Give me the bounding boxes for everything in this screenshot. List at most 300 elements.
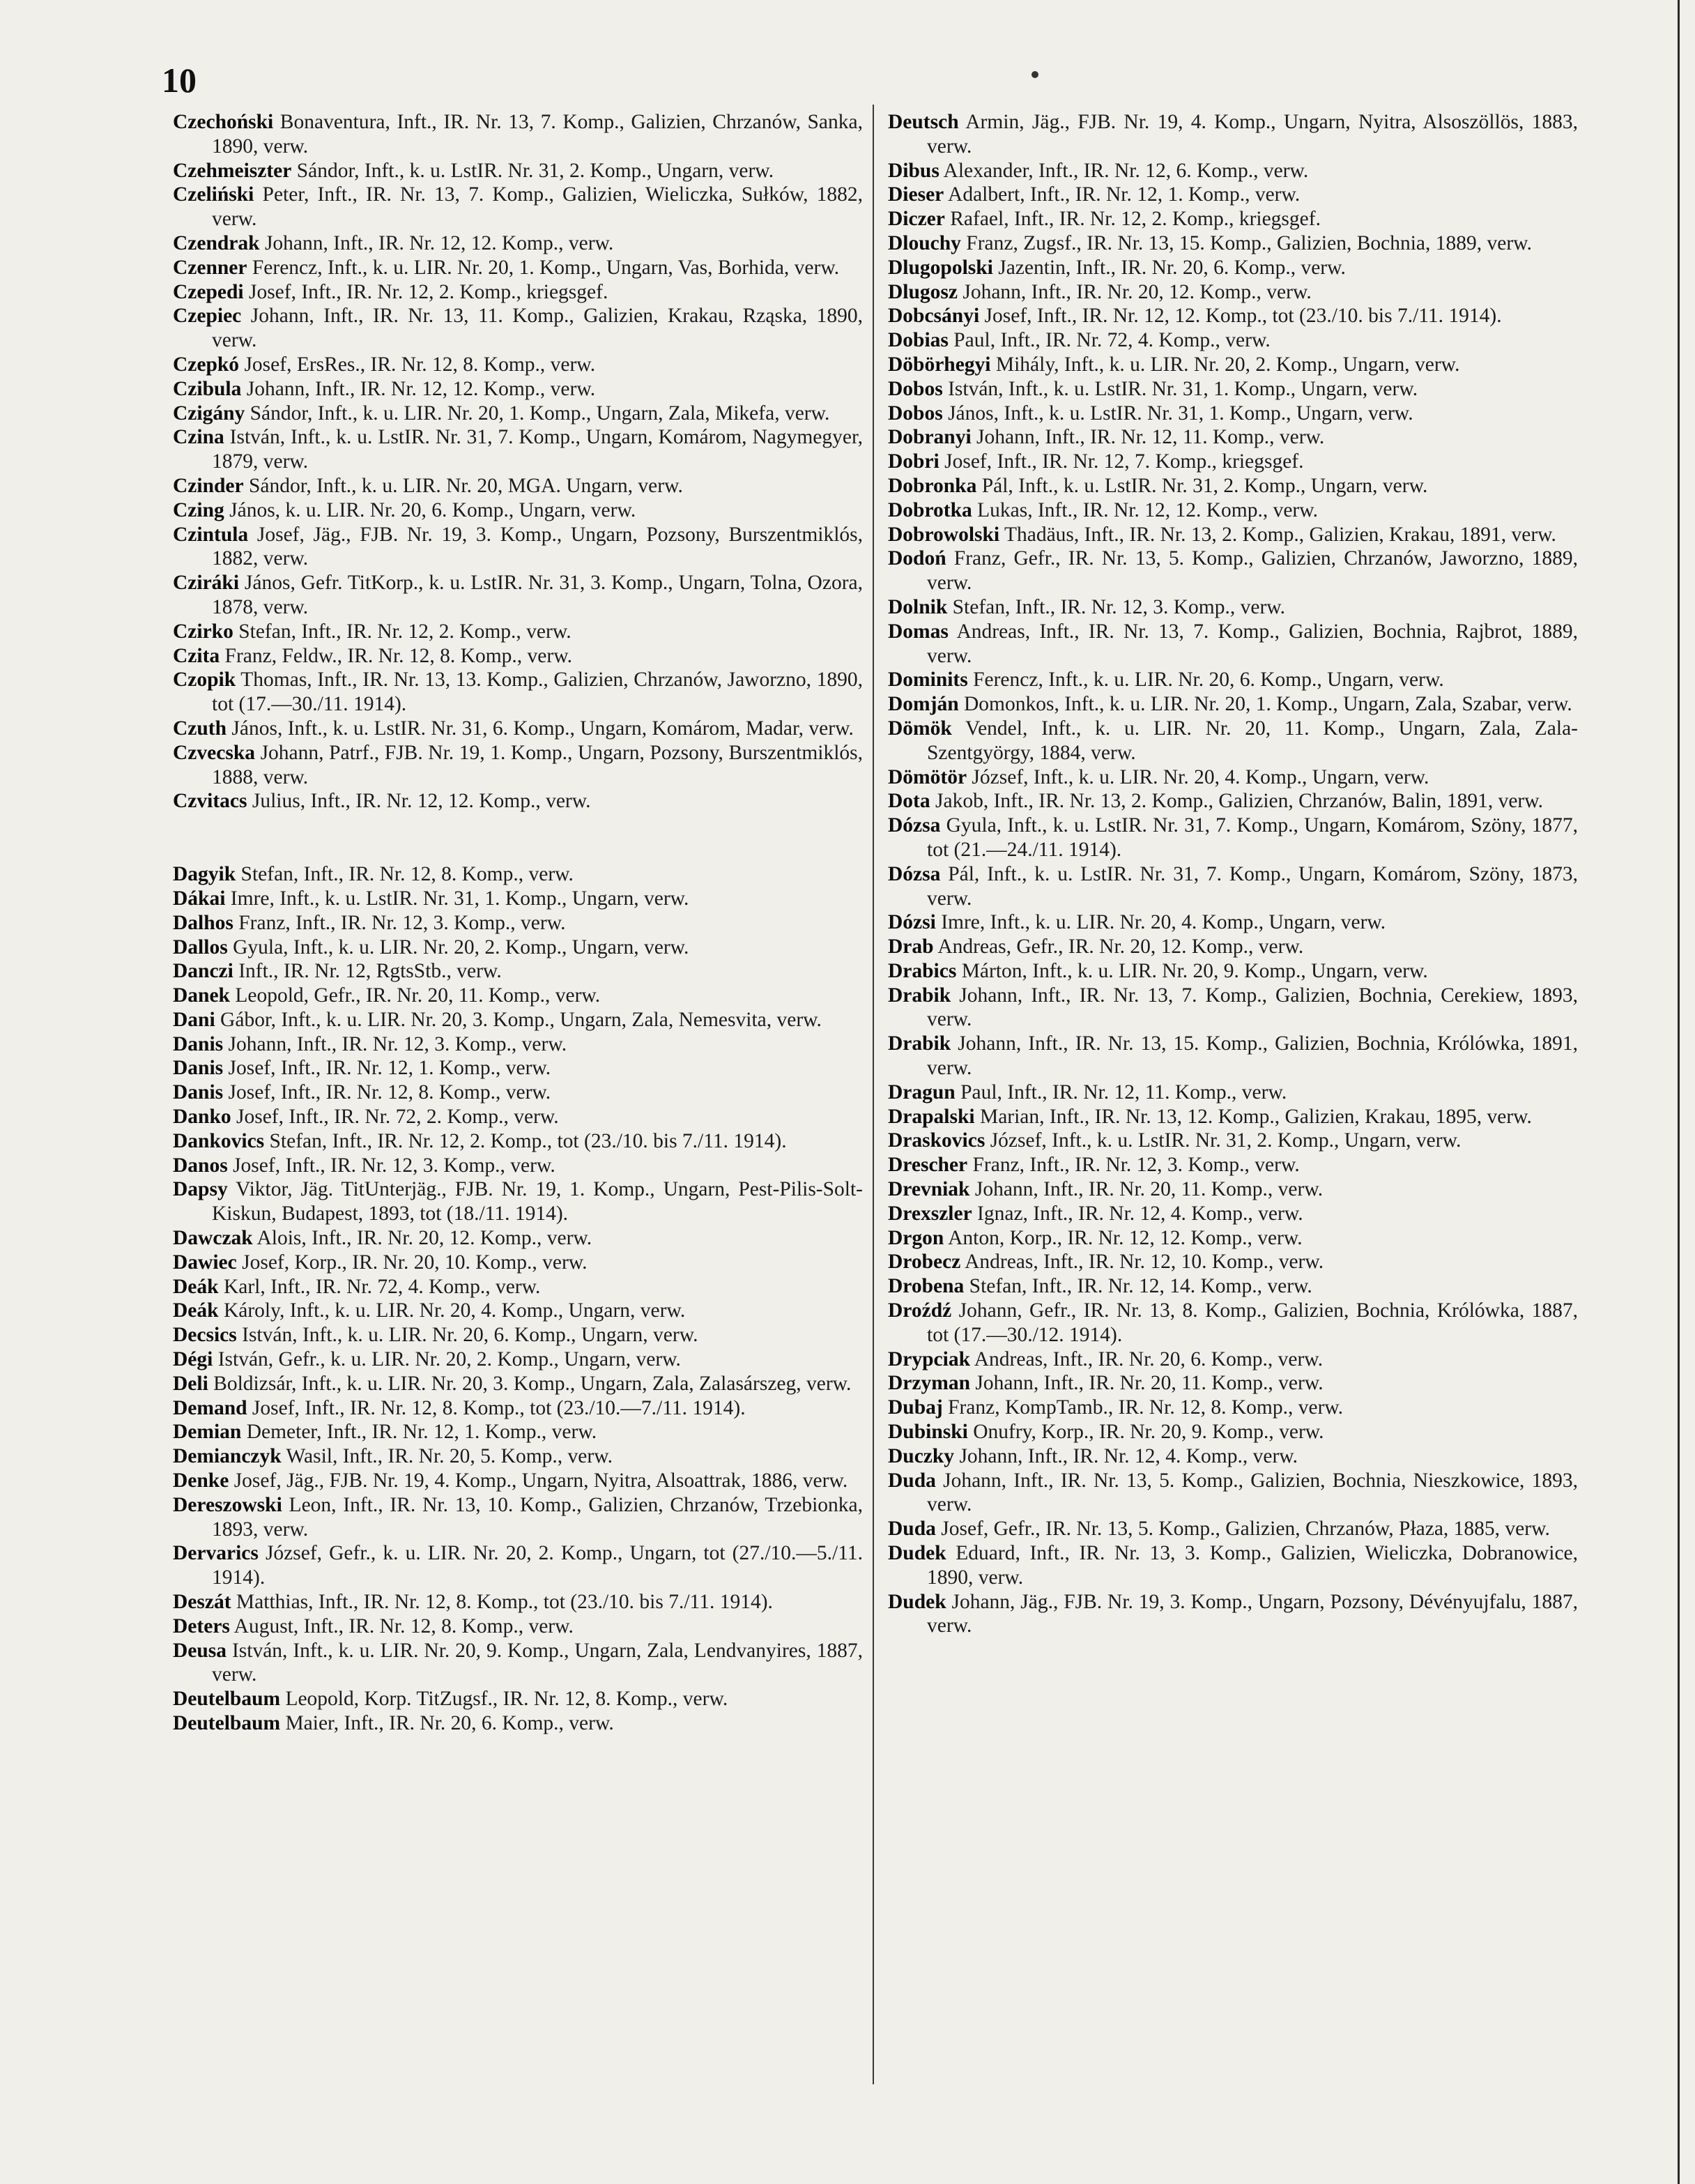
entry-details: Imre, Inft., k. u. LstIR. Nr. 31, 1. Komp., Ungarn, verw. — [230, 887, 689, 910]
entry-surname: Drabics — [888, 959, 957, 982]
entry-details: Lukas, Inft., IR. Nr. 12, 12. Komp., verw. — [977, 498, 1319, 521]
entry-details: János, Inft., k. u. LstIR. Nr. 31, 6. Komp., Ungarn, Komárom, Madar, verw. — [231, 717, 854, 740]
list-item — [173, 1372, 863, 1396]
list-item — [173, 110, 863, 159]
entry-details: Pál, Inft., k. u. LstIR. Nr. 31, 7. Komp., Ungarn, Komárom, Szöny, 1873, verw. — [927, 862, 1579, 910]
entry-details: Stefan, Inft., IR. Nr. 12, 8. Komp., verw. — [240, 863, 574, 886]
list-item — [888, 1347, 1578, 1372]
list-item — [173, 231, 863, 256]
list-item — [888, 595, 1578, 620]
entry-surname: Danis — [173, 1081, 224, 1104]
entry-details: Josef, Inft., IR. Nr. 12, 2. Komp., kriegsgef. — [248, 280, 608, 303]
entry-details: István, Gefr., k. u. LIR. Nr. 20, 2. Komp., Ungarn, verw. — [217, 1348, 681, 1371]
entry-details: Stefan, Inft., IR. Nr. 12, 2. Komp., tot (23./10. bis 7./11. 1914). — [269, 1129, 787, 1152]
entry-details: Josef, Jäg., FJB. Nr. 19, 4. Komp., Ungarn, Nyitra, Alsoattrak, 1886, verw. — [233, 1469, 848, 1492]
list-item — [173, 280, 863, 305]
entry-details: Johann, Inft., IR. Nr. 12, 12. Komp., verw. — [246, 377, 596, 400]
entry-details: Johann, Inft., IR. Nr. 20, 11. Komp., verw. — [974, 1178, 1324, 1201]
list-item — [173, 1590, 863, 1614]
entry-surname: Duczky — [888, 1444, 955, 1467]
list-item — [173, 1008, 863, 1032]
entry-details: Andreas, Inft., IR. Nr. 13, 7. Komp., Galizien, Bochnia, Rajbrot, 1889, verw. — [927, 620, 1579, 667]
list-item — [888, 256, 1578, 280]
entry-surname: Czenner — [173, 256, 247, 279]
list-item — [173, 1129, 863, 1154]
list-item — [173, 1177, 863, 1226]
entry-details: István, Inft., k. u. LstIR. Nr. 31, 1. Komp., Ungarn, verw. — [948, 377, 1418, 400]
entry-surname: Dieser — [888, 183, 944, 206]
entry-details: Anton, Korp., IR. Nr. 12, 12. Komp., verw. — [948, 1226, 1303, 1249]
entry-details: Marian, Inft., IR. Nr. 13, 12. Komp., Galizien, Krakau, 1895, verw. — [979, 1105, 1532, 1128]
entry-surname: Domas — [888, 620, 949, 643]
list-item — [888, 110, 1578, 159]
list-item — [888, 1250, 1578, 1274]
list-item — [173, 523, 863, 572]
list-item — [888, 304, 1578, 328]
entry-surname: Domján — [888, 693, 959, 716]
list-item — [888, 1420, 1578, 1444]
entry-details: Peter, Inft., IR. Nr. 13, 7. Komp., Galizien, Wieliczka, Sułków, 1882, verw. — [212, 183, 863, 231]
entry-surname: Czehmeiszter — [173, 159, 292, 182]
list-item — [173, 936, 863, 960]
list-item — [888, 1299, 1578, 1347]
entry-surname: Dudek — [888, 1542, 946, 1565]
entry-details: Johann, Inft., IR. Nr. 13, 11. Komp., Galizien, Krakau, Rząska, 1890, verw. — [212, 305, 864, 352]
entry-surname: Deters — [173, 1614, 230, 1637]
list-item — [173, 1154, 863, 1178]
list-item — [173, 1275, 863, 1299]
list-item — [173, 1105, 863, 1129]
entry-surname: Deusa — [173, 1639, 227, 1662]
entry-surname: Czuth — [173, 717, 227, 740]
entry-surname: Drobecz — [888, 1251, 961, 1274]
entry-details: Johann, Inft., IR. Nr. 13, 7. Komp., Galizien, Bochnia, Cerekiew, 1893, verw. — [927, 984, 1579, 1031]
list-item — [173, 1396, 863, 1421]
entry-details: Eduard, Inft., IR. Nr. 13, 3. Komp., Galizien, Wieliczka, Dobranowice, 1890, verw. — [927, 1542, 1579, 1589]
list-item — [173, 620, 863, 644]
entry-details: Ignaz, Inft., IR. Nr. 12, 4. Komp., verw. — [977, 1202, 1303, 1225]
entry-surname: Danos — [173, 1154, 228, 1177]
list-item — [173, 1711, 863, 1736]
list-item — [888, 1396, 1578, 1420]
entry-surname: Czepkó — [173, 353, 240, 376]
list-item — [888, 1129, 1578, 1153]
entry-details: Johann, Inft., IR. Nr. 12, 11. Komp., verw. — [976, 426, 1325, 449]
entry-details: Josef, Inft., IR. Nr. 12, 7. Komp., kriegsgef. — [944, 450, 1304, 473]
entry-details: Inft., IR. Nr. 12, RgtsStb., verw. — [238, 960, 502, 983]
right-column — [888, 110, 1578, 1638]
entry-surname: Dömök — [888, 717, 952, 740]
entry-surname: Dubaj — [888, 1396, 943, 1419]
entry-details: Mihály, Inft., k. u. LIR. Nr. 20, 2. Komp., Ungarn, verw. — [995, 353, 1460, 376]
entry-surname: Deák — [173, 1299, 219, 1322]
entry-surname: Dobranyi — [888, 426, 972, 449]
list-item — [888, 1444, 1578, 1469]
section-gap — [173, 814, 863, 862]
list-item — [888, 498, 1578, 523]
entry-details: Franz, Inft., IR. Nr. 12, 3. Komp., verw. — [238, 911, 566, 934]
list-item — [173, 741, 863, 790]
list-item — [173, 256, 863, 280]
entry-surname: Deutelbaum — [173, 1688, 281, 1711]
list-item — [173, 1420, 863, 1444]
entry-surname: Döbörhegyi — [888, 353, 991, 376]
entry-surname: Duda — [888, 1469, 936, 1492]
entry-details: Josef, Jäg., FJB. Nr. 19, 3. Komp., Ungarn, Pozsony, Burszentmiklós, 1882, verw. — [212, 523, 864, 570]
entry-details: Andreas, Gefr., IR. Nr. 20, 12. Komp., verw. — [937, 936, 1304, 959]
entry-details: Viktor, Jäg. TitUnterjäg., FJB. Nr. 19, 1. Komp., Ungarn, Pest-Pilis-Solt-Kiskun, Budapest, 1893, tot (18./11. 1914). — [212, 1178, 863, 1225]
entry-details: Demeter, Inft., IR. Nr. 12, 1. Komp., verw. — [246, 1421, 597, 1444]
entry-details: Alois, Inft., IR. Nr. 20, 12. Komp., verw. — [256, 1227, 592, 1250]
entry-details: Stefan, Inft., IR. Nr. 12, 14. Komp., verw. — [969, 1275, 1312, 1298]
list-item — [888, 523, 1578, 547]
list-item — [888, 377, 1578, 402]
entry-details: Andreas, Inft., IR. Nr. 20, 6. Komp., verw. — [974, 1347, 1324, 1370]
entry-surname: Dubinski — [888, 1421, 968, 1444]
entry-details: Josef, Inft., IR. Nr. 12, 12. Komp., tot (23./10. bis 7./11. 1914). — [984, 305, 1502, 328]
entry-details: Johann, Jäg., FJB. Nr. 19, 3. Komp., Ungarn, Pozsony, Dévényujfalu, 1887, verw. — [927, 1590, 1578, 1637]
entry-details: Leopold, Gefr., IR. Nr. 20, 11. Komp., verw. — [235, 984, 601, 1007]
entry-surname: Czopik — [173, 669, 236, 692]
entry-surname: Dobos — [888, 402, 943, 425]
entry-details: Imre, Inft., k. u. LIR. Nr. 20, 4. Komp., Ungarn, verw. — [941, 911, 1386, 934]
entry-details: Rafael, Inft., IR. Nr. 12, 2. Komp., kriegsgef. — [950, 208, 1321, 231]
entry-surname: Duda — [888, 1518, 936, 1541]
list-item — [888, 984, 1578, 1032]
list-item — [888, 1517, 1578, 1541]
list-item — [173, 862, 863, 887]
list-item — [173, 1299, 863, 1323]
list-item — [173, 789, 863, 814]
list-item — [888, 280, 1578, 305]
list-item — [888, 910, 1578, 935]
entry-surname: Decsics — [173, 1324, 237, 1347]
entry-details: Franz, Inft., IR. Nr. 12, 3. Komp., verw. — [972, 1154, 1300, 1177]
entry-surname: Dobos — [888, 377, 943, 400]
entry-details: István, Inft., k. u. LstIR. Nr. 31, 7. Komp., Ungarn, Komárom, Nagymegyer, 1879, verw. — [212, 426, 864, 473]
entry-surname: Dervarics — [173, 1542, 259, 1565]
list-item — [173, 159, 863, 183]
entry-surname: Dota — [888, 790, 930, 813]
list-item — [888, 1105, 1578, 1129]
list-item — [888, 789, 1578, 814]
entry-details: Leopold, Korp. TitZugsf., IR. Nr. 12, 8. Komp., verw. — [285, 1688, 728, 1711]
entry-surname: Czita — [173, 644, 220, 667]
entry-details: Maier, Inft., IR. Nr. 20, 6. Komp., verw. — [285, 1712, 614, 1734]
entry-surname: Czendrak — [173, 231, 260, 254]
list-item — [888, 1032, 1578, 1080]
entry-details: Gyula, Inft., k. u. LIR. Nr. 20, 2. Komp., Ungarn, verw. — [233, 936, 689, 959]
entry-surname: Dallos — [173, 936, 228, 959]
entry-surname: Dudek — [888, 1590, 946, 1613]
entry-details: Josef, Inft., IR. Nr. 72, 2. Komp., verw. — [236, 1106, 559, 1129]
list-item — [888, 1541, 1578, 1590]
entry-details: Stefan, Inft., IR. Nr. 12, 2. Komp., verw. — [238, 620, 572, 643]
entry-surname: Dlugopolski — [888, 256, 993, 279]
entry-surname: Dömötör — [888, 765, 967, 788]
column-divider — [873, 105, 874, 2084]
entry-surname: Demianczyk — [173, 1445, 282, 1468]
entry-surname: Drabik — [888, 1032, 951, 1055]
entry-surname: Dragun — [888, 1080, 956, 1104]
list-item — [173, 1444, 863, 1469]
entry-surname: Dapsy — [173, 1178, 228, 1201]
list-item — [173, 1032, 863, 1057]
entry-surname: Droźdź — [888, 1299, 952, 1322]
list-item — [888, 668, 1578, 692]
entry-surname: Danis — [173, 1032, 224, 1055]
entry-details: Domonkos, Inft., k. u. LIR. Nr. 20, 1. Komp., Ungarn, Zala, Szabar, verw. — [963, 693, 1572, 716]
entry-surname: Dlugosz — [888, 280, 958, 303]
entry-surname: Draskovics — [888, 1129, 985, 1152]
entry-surname: Dobrotka — [888, 498, 972, 521]
list-item — [888, 402, 1578, 426]
entry-surname: Dolnik — [888, 595, 948, 618]
list-item — [888, 692, 1578, 717]
list-item — [173, 1323, 863, 1347]
entry-surname: Dominits — [888, 669, 968, 692]
list-item — [173, 644, 863, 669]
entry-details: Johann, Gefr., IR. Nr. 13, 8. Komp., Galizien, Bochnia, Królówka, 1887, tot (17.—30./12. 1914). — [927, 1299, 1579, 1346]
entry-details: Johann, Inft., IR. Nr. 13, 5. Komp., Galizien, Bochnia, Nieszkowice, 1893, verw. — [927, 1469, 1578, 1516]
list-item — [173, 498, 863, 523]
entry-surname: Czechoński — [173, 111, 274, 133]
entry-surname: Czinder — [173, 474, 244, 497]
entry-details: Sándor, Inft., k. u. LstIR. Nr. 31, 2. Komp., Ungarn, verw. — [296, 159, 774, 182]
entry-details: Josef, Gefr., IR. Nr. 13, 5. Komp., Galizien, Chrzanów, Płaza, 1885, verw. — [941, 1518, 1550, 1541]
entry-details: Paul, Inft., IR. Nr. 12, 11. Komp., verw. — [960, 1080, 1287, 1104]
entry-surname: Dózsa — [888, 814, 941, 837]
entry-details: Josef, Korp., IR. Nr. 20, 10. Komp., verw. — [242, 1251, 588, 1274]
list-item — [888, 207, 1578, 231]
entry-details: Sándor, Inft., k. u. LIR. Nr. 20, 1. Komp., Ungarn, Zala, Mikefa, verw. — [250, 402, 830, 425]
list-item — [173, 304, 863, 353]
list-item — [173, 183, 863, 231]
entry-surname: Czintula — [173, 523, 249, 546]
entry-details: Johann, Inft., IR. Nr. 12, 4. Komp., verw. — [959, 1444, 1298, 1467]
entry-details: Gyula, Inft., k. u. LstIR. Nr. 31, 7. Komp., Ungarn, Komárom, Szöny, 1877, tot (21.—24./11. 1914). — [927, 814, 1578, 861]
entry-details: Ferencz, Inft., k. u. LIR. Nr. 20, 1. Komp., Ungarn, Vas, Borhida, verw. — [252, 256, 840, 279]
entry-details: Josef, Inft., IR. Nr. 12, 3. Komp., verw. — [233, 1154, 555, 1177]
entry-details: Josef, ErsRes., IR. Nr. 12, 8. Komp., verw. — [244, 353, 596, 376]
entry-details: Gábor, Inft., k. u. LIR. Nr. 20, 3. Komp., Ungarn, Zala, Nemesvita, verw. — [220, 1008, 822, 1031]
list-item — [173, 911, 863, 936]
entry-surname: Drapalski — [888, 1105, 975, 1128]
entry-details: Josef, Inft., IR. Nr. 12, 8. Komp., tot (23./10.—7./11. 1914). — [252, 1396, 746, 1419]
entry-details: Leon, Inft., IR. Nr. 13, 10. Komp., Galizien, Chrzanów, Trzebionka, 1893, verw. — [212, 1493, 863, 1541]
entry-surname: Drzyman — [888, 1372, 970, 1395]
entry-details: Josef, Inft., IR. Nr. 12, 8. Komp., verw. — [228, 1081, 551, 1104]
entry-details: Franz, Gefr., IR. Nr. 13, 5. Komp., Galizien, Chrzanów, Jaworzno, 1889, verw. — [927, 547, 1578, 595]
entry-surname: Cziráki — [173, 572, 240, 595]
left-column — [173, 110, 863, 1736]
entry-surname: Czibula — [173, 377, 242, 400]
entry-details: Johann, Inft., IR. Nr. 20, 11. Komp., verw. — [975, 1372, 1324, 1395]
entry-details: Matthias, Inft., IR. Nr. 12, 8. Komp., tot (23./10. bis 7./11. 1914). — [236, 1591, 773, 1614]
list-item — [888, 1590, 1578, 1639]
entry-surname: Czepiec — [173, 305, 242, 328]
entry-surname: Dalhos — [173, 911, 233, 934]
entry-surname: Czina — [173, 426, 224, 449]
list-item — [888, 717, 1578, 765]
list-item — [888, 765, 1578, 790]
entry-details: Franz, Feldw., IR. Nr. 12, 8. Komp., verw. — [224, 644, 572, 667]
list-item — [173, 1687, 863, 1711]
entry-details: Karl, Inft., IR. Nr. 72, 4. Komp., verw. — [223, 1275, 541, 1298]
page-number: 10 — [162, 61, 197, 100]
list-item — [888, 1371, 1578, 1396]
entry-surname: Dobias — [888, 329, 949, 352]
entry-details: Pál, Inft., k. u. LstIR. Nr. 31, 2. Komp., Ungarn, verw. — [981, 474, 1428, 497]
entry-surname: Drypciak — [888, 1347, 970, 1370]
entry-surname: Danko — [173, 1106, 231, 1129]
entry-details: János, k. u. LIR. Nr. 20, 6. Komp., Ungarn, verw. — [229, 498, 636, 521]
entry-details: Armin, Jäg., FJB. Nr. 19, 4. Komp., Ungarn, Nyitra, Alsoszöllös, 1883, verw. — [927, 111, 1578, 158]
list-item — [888, 450, 1578, 474]
entry-surname: Dodoń — [888, 547, 946, 570]
list-item — [888, 1469, 1578, 1518]
entry-surname: Danek — [173, 984, 230, 1007]
entry-surname: Dobronka — [888, 474, 977, 497]
entry-details: János, Gefr. TitKorp., k. u. LstIR. Nr. 31, 3. Komp., Ungarn, Tolna, Ozora, 1878, verw. — [212, 572, 864, 618]
list-item — [888, 474, 1578, 498]
entry-surname: Dobcsányi — [888, 305, 980, 328]
entry-details: Thomas, Inft., IR. Nr. 13, 13. Komp., Galizien, Chrzanów, Jaworzno, 1890, tot (17.—30./11. 1914). — [212, 669, 863, 716]
entry-details: Vendel, Inft., k. u. LIR. Nr. 20, 11. Komp., Ungarn, Zala, Zala-Szentgyörgy, 1884, verw. — [927, 717, 1578, 764]
entry-surname: Drabik — [888, 984, 951, 1007]
list-item — [173, 717, 863, 741]
entry-details: Jakob, Inft., IR. Nr. 13, 2. Komp., Galizien, Chrzanów, Balin, 1891, verw. — [935, 790, 1544, 813]
list-item — [173, 1226, 863, 1251]
entry-details: Boldizsár, Inft., k. u. LIR. Nr. 20, 3. Komp., Ungarn, Zala, Zalasárszeg, verw. — [213, 1372, 852, 1395]
entry-details: János, Inft., k. u. LstIR. Nr. 31, 1. Komp., Ungarn, verw. — [948, 402, 1413, 425]
entry-details: Johann, Inft., IR. Nr. 12, 3. Komp., verw. — [228, 1032, 567, 1055]
list-item — [173, 353, 863, 377]
entry-details: Márton, Inft., k. u. LIR. Nr. 20, 9. Komp., Ungarn, verw. — [961, 959, 1428, 982]
entry-surname: Dobrowolski — [888, 523, 1000, 546]
list-item — [173, 1251, 863, 1275]
list-item — [888, 1153, 1578, 1177]
list-item — [173, 571, 863, 620]
entry-details: Onufry, Korp., IR. Nr. 20, 9. Komp., verw. — [973, 1421, 1324, 1444]
list-item — [888, 1274, 1578, 1299]
entry-details: Károly, Inft., k. u. LIR. Nr. 20, 4. Komp., Ungarn, verw. — [223, 1299, 686, 1322]
list-item — [888, 328, 1578, 353]
entry-surname: Dawiec — [173, 1251, 237, 1274]
entry-details: Josef, Inft., IR. Nr. 12, 1. Komp., verw. — [228, 1057, 551, 1080]
entry-details: István, Inft., k. u. LIR. Nr. 20, 9. Komp., Ungarn, Zala, Lendvanyires, 1887, verw. — [212, 1639, 863, 1686]
entry-surname: Drescher — [888, 1154, 968, 1177]
entry-surname: Czepedi — [173, 280, 244, 303]
entry-details: István, Inft., k. u. LIR. Nr. 20, 6. Komp., Ungarn, verw. — [242, 1324, 698, 1347]
entry-surname: Diczer — [888, 208, 945, 231]
entry-details: Sándor, Inft., k. u. LIR. Nr. 20, MGA. Ungarn, verw. — [248, 474, 683, 497]
entry-surname: Czing — [173, 498, 224, 521]
entry-surname: Demand — [173, 1396, 247, 1419]
entry-details: Johann, Inft., IR. Nr. 20, 12. Komp., verw. — [962, 280, 1312, 303]
entry-details: August, Inft., IR. Nr. 12, 8. Komp., verw. — [233, 1614, 574, 1637]
list-item — [173, 668, 863, 717]
entry-details: Franz, Zugsf., IR. Nr. 13, 15. Komp., Galizien, Bochnia, 1889, verw. — [966, 231, 1532, 254]
list-item — [888, 1080, 1578, 1105]
entry-surname: Danis — [173, 1057, 224, 1080]
entry-surname: Dózsa — [888, 862, 941, 885]
list-item — [173, 402, 863, 426]
entry-details: Paul, Inft., IR. Nr. 72, 4. Komp., verw. — [953, 329, 1271, 352]
entry-surname: Dereszowski — [173, 1493, 282, 1516]
entry-surname: Dákai — [173, 887, 226, 910]
list-item — [888, 159, 1578, 183]
list-item — [173, 377, 863, 402]
entry-surname: Drab — [888, 936, 934, 959]
list-item — [173, 1493, 863, 1542]
entry-surname: Deák — [173, 1275, 219, 1298]
entry-surname: Czvitacs — [173, 790, 247, 813]
list-item — [888, 231, 1578, 256]
list-item — [173, 887, 863, 911]
entry-surname: Demian — [173, 1421, 242, 1444]
entry-surname: Danczi — [173, 960, 233, 983]
entry-surname: Dani — [173, 1008, 215, 1031]
entry-details: József, Gefr., k. u. LIR. Nr. 20, 2. Komp., Ungarn, tot (27./10.—5./11. 1914). — [212, 1542, 863, 1589]
entry-details: Andreas, Inft., IR. Nr. 12, 10. Komp., verw. — [965, 1251, 1324, 1274]
list-item — [888, 620, 1578, 669]
entry-surname: Drgon — [888, 1226, 944, 1249]
list-item — [888, 1226, 1578, 1251]
entry-surname: Czirko — [173, 620, 233, 643]
list-item — [888, 959, 1578, 984]
entry-surname: Deutsch — [888, 111, 959, 133]
list-item — [173, 425, 863, 474]
entry-surname: Dlouchy — [888, 231, 961, 254]
entry-details: Johann, Inft., IR. Nr. 12, 12. Komp., verw. — [264, 231, 614, 254]
entry-details: Adalbert, Inft., IR. Nr. 12, 1. Komp., verw. — [948, 183, 1301, 206]
entry-details: József, Inft., k. u. LIR. Nr. 20, 4. Komp., Ungarn, verw. — [972, 765, 1429, 788]
printing-speck — [1031, 71, 1038, 78]
entry-surname: Dagyik — [173, 863, 236, 886]
entry-surname: Dégi — [173, 1348, 213, 1371]
entry-details: Ferencz, Inft., k. u. LIR. Nr. 20, 6. Komp., Ungarn, verw. — [973, 669, 1444, 692]
list-item — [888, 183, 1578, 207]
list-item — [173, 1347, 863, 1372]
list-item — [888, 425, 1578, 450]
list-item — [173, 959, 863, 984]
list-item — [173, 984, 863, 1008]
entry-surname: Drevniak — [888, 1178, 970, 1201]
entry-details: Bonaventura, Inft., IR. Nr. 13, 7. Komp., Galizien, Chrzanów, Sanka, 1890, verw. — [212, 111, 863, 158]
list-item — [888, 353, 1578, 377]
list-item — [888, 1177, 1578, 1202]
list-item — [173, 1469, 863, 1493]
entry-surname: Czeliński — [173, 183, 254, 206]
list-item — [888, 862, 1578, 911]
entry-surname: Czvecska — [173, 741, 255, 764]
entry-details: Julius, Inft., IR. Nr. 12, 12. Komp., verw. — [252, 790, 591, 813]
list-item — [173, 1056, 863, 1080]
entry-surname: Dibus — [888, 159, 939, 182]
entry-details: Wasil, Inft., IR. Nr. 20, 5. Komp., verw. — [286, 1445, 613, 1468]
list-item — [173, 1080, 863, 1105]
entry-surname: Deszát — [173, 1591, 231, 1614]
entry-surname: Dawczak — [173, 1227, 253, 1250]
entry-surname: Czigány — [173, 402, 245, 425]
entry-details: Jazentin, Inft., IR. Nr. 20, 6. Komp., verw. — [998, 256, 1346, 279]
entry-surname: Drobena — [888, 1275, 965, 1298]
list-item — [173, 1639, 863, 1688]
entry-details: Johann, Patrf., FJB. Nr. 19, 1. Komp., Ungarn, Pozsony, Burszentmiklós, 1888, verw. — [212, 741, 864, 788]
list-item — [173, 474, 863, 498]
entry-surname: Dankovics — [173, 1129, 265, 1152]
